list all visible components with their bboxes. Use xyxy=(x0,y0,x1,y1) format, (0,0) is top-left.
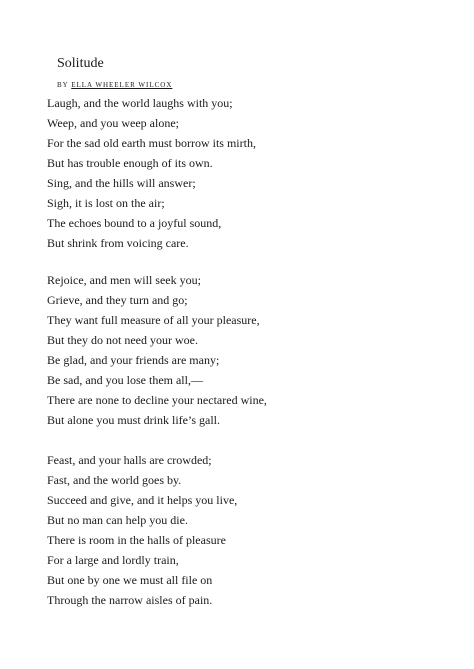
poem-line: But they do not need your woe. xyxy=(47,333,198,347)
poem-title: Solitude xyxy=(57,56,104,71)
poem-line: There are none to decline your nectared wine, xyxy=(47,393,267,407)
poem-line: Rejoice, and men will seek you; xyxy=(47,273,201,287)
poem-line: Be glad, and your friends are many; xyxy=(47,353,220,367)
byline xyxy=(57,81,172,90)
poem-line: For the sad old earth must borrow its mirth, xyxy=(47,136,256,150)
poem-line: For a large and lordly train, xyxy=(47,553,179,567)
poem-line: Through the narrow aisles of pain. xyxy=(47,593,213,607)
poem-line: Be sad, and you lose them all,— xyxy=(47,373,203,387)
poem-line: But alone you must drink life’s gall. xyxy=(47,413,220,427)
poem-line: Weep, and you weep alone; xyxy=(47,116,179,130)
poem-line: Sing, and the hills will answer; xyxy=(47,176,196,190)
author-link[interactable]: ELLA WHEELER WILCOX xyxy=(71,81,173,89)
poem-line: Succeed and give, and it helps you live, xyxy=(47,493,238,507)
poem-line: Sigh, it is lost on the air; xyxy=(47,196,165,210)
stanza-2 xyxy=(47,270,267,430)
poem-line: Laugh, and the world laughs with you; xyxy=(47,96,233,110)
poem-line: But shrink from voicing care. xyxy=(47,236,189,250)
byline-prefix: BY xyxy=(57,81,69,89)
poem-line: But one by one we must all file on xyxy=(47,573,213,587)
poem-line: They want full measure of all your pleasure, xyxy=(47,313,260,327)
poem-line: But has trouble enough of its own. xyxy=(47,156,213,170)
poem-line: Fast, and the world goes by. xyxy=(47,473,182,487)
poem-line: Feast, and your halls are crowded; xyxy=(47,453,212,467)
poem-line: Grieve, and they turn and go; xyxy=(47,293,188,307)
poem-line: The echoes bound to a joyful sound, xyxy=(47,216,222,230)
poem-line: There is room in the halls of pleasure xyxy=(47,533,226,547)
stanza-1 xyxy=(47,93,256,253)
stanza-3 xyxy=(47,450,237,610)
poem-line: But no man can help you die. xyxy=(47,513,188,527)
